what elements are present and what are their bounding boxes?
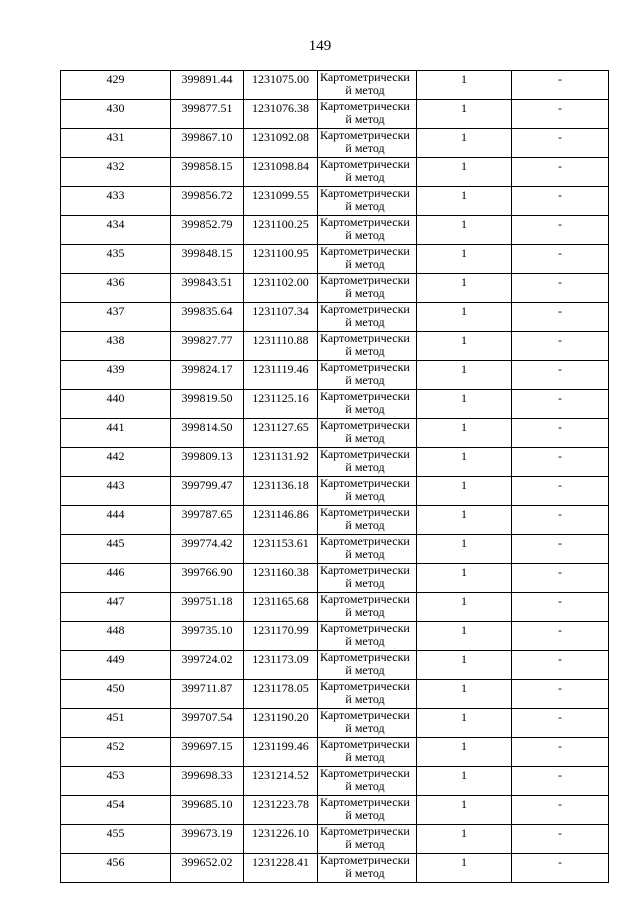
method-cell xyxy=(318,71,417,100)
x-coordinate-cell: 399766.90 xyxy=(171,564,244,593)
method-cell xyxy=(318,535,417,564)
y-coordinate-cell: 1231178.05 xyxy=(244,680,318,709)
table-row xyxy=(61,680,609,709)
value-cell: 1 xyxy=(417,158,512,187)
method-cell xyxy=(318,796,417,825)
method-line-1: Картометрически xyxy=(320,766,410,780)
value-cell: 1 xyxy=(417,593,512,622)
coordinates-table xyxy=(60,70,609,883)
value-cell: 1 xyxy=(417,274,512,303)
x-coordinate-cell: 399711.87 xyxy=(171,680,244,709)
method-line-1: Картометрически xyxy=(320,215,410,229)
x-coordinate-cell: 399856.72 xyxy=(171,187,244,216)
x-coordinate-cell: 399799.47 xyxy=(171,477,244,506)
method-cell xyxy=(318,303,417,332)
x-coordinate-cell: 399843.51 xyxy=(171,274,244,303)
dash-cell: - xyxy=(512,274,609,303)
x-coordinate-cell: 399809.13 xyxy=(171,448,244,477)
method-line-2: й метод xyxy=(345,460,385,474)
x-coordinate-cell: 399891.44 xyxy=(171,71,244,100)
method-line-2: й метод xyxy=(345,286,385,300)
dash-cell: - xyxy=(512,303,609,332)
point-number-cell: 431 xyxy=(61,129,171,158)
value-cell: 1 xyxy=(417,854,512,883)
point-number-cell: 448 xyxy=(61,622,171,651)
method-line-1: Картометрически xyxy=(320,795,410,809)
x-coordinate-cell: 399852.79 xyxy=(171,216,244,245)
point-number-cell: 453 xyxy=(61,767,171,796)
y-coordinate-cell: 1231170.99 xyxy=(244,622,318,651)
method-line-1: Картометрически xyxy=(320,331,410,345)
x-coordinate-cell: 399724.02 xyxy=(171,651,244,680)
method-cell xyxy=(318,129,417,158)
value-cell: 1 xyxy=(417,564,512,593)
dash-cell: - xyxy=(512,622,609,651)
dash-cell: - xyxy=(512,216,609,245)
point-number-cell: 449 xyxy=(61,651,171,680)
x-coordinate-cell: 399819.50 xyxy=(171,390,244,419)
method-line-1: Картометрически xyxy=(320,447,410,461)
y-coordinate-cell: 1231127.65 xyxy=(244,419,318,448)
method-cell xyxy=(318,361,417,390)
dash-cell: - xyxy=(512,651,609,680)
table-row xyxy=(61,709,609,738)
x-coordinate-cell: 399774.42 xyxy=(171,535,244,564)
table-row xyxy=(61,506,609,535)
y-coordinate-cell: 1231107.34 xyxy=(244,303,318,332)
value-cell: 1 xyxy=(417,448,512,477)
value-cell: 1 xyxy=(417,709,512,738)
method-line-1: Картометрически xyxy=(320,157,410,171)
method-cell xyxy=(318,100,417,129)
method-line-2: й метод xyxy=(345,808,385,822)
method-cell xyxy=(318,274,417,303)
y-coordinate-cell: 1231165.68 xyxy=(244,593,318,622)
method-line-1: Картометрически xyxy=(320,476,410,490)
table-row xyxy=(61,651,609,680)
value-cell: 1 xyxy=(417,477,512,506)
method-line-1: Картометрически xyxy=(320,737,410,751)
table-row xyxy=(61,274,609,303)
x-coordinate-cell: 399787.65 xyxy=(171,506,244,535)
y-coordinate-cell: 1231125.16 xyxy=(244,390,318,419)
method-line-2: й метод xyxy=(345,199,385,213)
x-coordinate-cell: 399848.15 xyxy=(171,245,244,274)
method-line-2: й метод xyxy=(345,141,385,155)
method-line-1: Картометрически xyxy=(320,273,410,287)
x-coordinate-cell: 399858.15 xyxy=(171,158,244,187)
y-coordinate-cell: 1231199.46 xyxy=(244,738,318,767)
point-number-cell: 439 xyxy=(61,361,171,390)
method-cell xyxy=(318,332,417,361)
y-coordinate-cell: 1231173.09 xyxy=(244,651,318,680)
y-coordinate-cell: 1231110.88 xyxy=(244,332,318,361)
method-line-1: Картометрически xyxy=(320,244,410,258)
y-coordinate-cell: 1231214.52 xyxy=(244,767,318,796)
method-line-1: Картометрически xyxy=(320,592,410,606)
value-cell: 1 xyxy=(417,680,512,709)
method-line-1: Картометрически xyxy=(320,824,410,838)
table-row xyxy=(61,825,609,854)
method-line-2: й метод xyxy=(345,431,385,445)
method-line-1: Картометрически xyxy=(320,853,410,867)
method-line-1: Картометрически xyxy=(320,534,410,548)
value-cell: 1 xyxy=(417,71,512,100)
point-number-cell: 440 xyxy=(61,390,171,419)
method-line-1: Картометрически xyxy=(320,99,410,113)
x-coordinate-cell: 399867.10 xyxy=(171,129,244,158)
value-cell: 1 xyxy=(417,216,512,245)
table-row xyxy=(61,738,609,767)
dash-cell: - xyxy=(512,419,609,448)
x-coordinate-cell: 399697.15 xyxy=(171,738,244,767)
method-line-1: Картометрически xyxy=(320,186,410,200)
dash-cell: - xyxy=(512,796,609,825)
dash-cell: - xyxy=(512,680,609,709)
point-number-cell: 444 xyxy=(61,506,171,535)
y-coordinate-cell: 1231136.18 xyxy=(244,477,318,506)
dash-cell: - xyxy=(512,332,609,361)
dash-cell: - xyxy=(512,158,609,187)
value-cell: 1 xyxy=(417,332,512,361)
method-cell xyxy=(318,506,417,535)
method-line-1: Картометрически xyxy=(320,679,410,693)
y-coordinate-cell: 1231226.10 xyxy=(244,825,318,854)
point-number-cell: 445 xyxy=(61,535,171,564)
dash-cell: - xyxy=(512,506,609,535)
value-cell: 1 xyxy=(417,361,512,390)
x-coordinate-cell: 399824.17 xyxy=(171,361,244,390)
x-coordinate-cell: 399751.18 xyxy=(171,593,244,622)
method-line-2: й метод xyxy=(345,692,385,706)
value-cell: 1 xyxy=(417,129,512,158)
dash-cell: - xyxy=(512,129,609,158)
point-number-cell: 429 xyxy=(61,71,171,100)
value-cell: 1 xyxy=(417,245,512,274)
dash-cell: - xyxy=(512,738,609,767)
y-coordinate-cell: 1231076.38 xyxy=(244,100,318,129)
table-row xyxy=(61,477,609,506)
method-line-1: Картометрически xyxy=(320,563,410,577)
value-cell: 1 xyxy=(417,303,512,332)
method-line-2: й метод xyxy=(345,663,385,677)
x-coordinate-cell: 399814.50 xyxy=(171,419,244,448)
method-line-2: й метод xyxy=(345,489,385,503)
point-number-cell: 435 xyxy=(61,245,171,274)
table-row xyxy=(61,767,609,796)
value-cell: 1 xyxy=(417,506,512,535)
value-cell: 1 xyxy=(417,100,512,129)
value-cell: 1 xyxy=(417,419,512,448)
table-row xyxy=(61,535,609,564)
point-number-cell: 434 xyxy=(61,216,171,245)
table-row xyxy=(61,361,609,390)
table-row xyxy=(61,564,609,593)
y-coordinate-cell: 1231100.25 xyxy=(244,216,318,245)
dash-cell: - xyxy=(512,825,609,854)
point-number-cell: 447 xyxy=(61,593,171,622)
x-coordinate-cell: 399673.19 xyxy=(171,825,244,854)
x-coordinate-cell: 399877.51 xyxy=(171,100,244,129)
method-line-2: й метод xyxy=(345,547,385,561)
method-line-2: й метод xyxy=(345,750,385,764)
table-row xyxy=(61,216,609,245)
table-row xyxy=(61,100,609,129)
method-line-1: Картометрически xyxy=(320,128,410,142)
method-line-2: й метод xyxy=(345,837,385,851)
method-cell xyxy=(318,593,417,622)
method-line-1: Картометрически xyxy=(320,621,410,635)
table-row xyxy=(61,129,609,158)
dash-cell: - xyxy=(512,564,609,593)
y-coordinate-cell: 1231099.55 xyxy=(244,187,318,216)
method-cell xyxy=(318,767,417,796)
method-cell xyxy=(318,825,417,854)
dash-cell: - xyxy=(512,709,609,738)
y-coordinate-cell: 1231119.46 xyxy=(244,361,318,390)
coordinates-table-body xyxy=(61,71,609,883)
point-number-cell: 432 xyxy=(61,158,171,187)
point-number-cell: 452 xyxy=(61,738,171,767)
method-line-2: й метод xyxy=(345,112,385,126)
value-cell: 1 xyxy=(417,825,512,854)
table-row xyxy=(61,854,609,883)
method-line-2: й метод xyxy=(345,228,385,242)
method-line-2: й метод xyxy=(345,605,385,619)
point-number-cell: 438 xyxy=(61,332,171,361)
method-line-2: й метод xyxy=(345,402,385,416)
table-row xyxy=(61,448,609,477)
dash-cell: - xyxy=(512,100,609,129)
y-coordinate-cell: 1231092.08 xyxy=(244,129,318,158)
method-cell xyxy=(318,651,417,680)
y-coordinate-cell: 1231075.00 xyxy=(244,71,318,100)
method-line-1: Картометрически xyxy=(320,302,410,316)
dash-cell: - xyxy=(512,245,609,274)
method-line-2: й метод xyxy=(345,257,385,271)
dash-cell: - xyxy=(512,71,609,100)
method-cell xyxy=(318,854,417,883)
table-row xyxy=(61,390,609,419)
point-number-cell: 443 xyxy=(61,477,171,506)
method-line-2: й метод xyxy=(345,576,385,590)
method-line-1: Картометрически xyxy=(320,708,410,722)
method-line-2: й метод xyxy=(345,721,385,735)
method-line-2: й метод xyxy=(345,373,385,387)
dash-cell: - xyxy=(512,477,609,506)
x-coordinate-cell: 399652.02 xyxy=(171,854,244,883)
method-line-2: й метод xyxy=(345,634,385,648)
method-line-1: Картометрически xyxy=(320,70,410,84)
value-cell: 1 xyxy=(417,622,512,651)
point-number-cell: 436 xyxy=(61,274,171,303)
dash-cell: - xyxy=(512,187,609,216)
table-row xyxy=(61,71,609,100)
method-line-2: й метод xyxy=(345,344,385,358)
value-cell: 1 xyxy=(417,651,512,680)
method-line-1: Картометрически xyxy=(320,505,410,519)
y-coordinate-cell: 1231131.92 xyxy=(244,448,318,477)
method-cell xyxy=(318,448,417,477)
method-cell xyxy=(318,390,417,419)
table-row xyxy=(61,419,609,448)
y-coordinate-cell: 1231102.00 xyxy=(244,274,318,303)
point-number-cell: 430 xyxy=(61,100,171,129)
y-coordinate-cell: 1231228.41 xyxy=(244,854,318,883)
y-coordinate-cell: 1231146.86 xyxy=(244,506,318,535)
method-cell xyxy=(318,564,417,593)
dash-cell: - xyxy=(512,448,609,477)
table-row xyxy=(61,593,609,622)
method-line-2: й метод xyxy=(345,83,385,97)
value-cell: 1 xyxy=(417,796,512,825)
dash-cell: - xyxy=(512,593,609,622)
y-coordinate-cell: 1231153.61 xyxy=(244,535,318,564)
page-number: 149 xyxy=(308,38,332,54)
method-cell xyxy=(318,680,417,709)
point-number-cell: 455 xyxy=(61,825,171,854)
method-line-2: й метод xyxy=(345,170,385,184)
point-number-cell: 442 xyxy=(61,448,171,477)
y-coordinate-cell: 1231160.38 xyxy=(244,564,318,593)
y-coordinate-cell: 1231190.20 xyxy=(244,709,318,738)
table-row xyxy=(61,332,609,361)
method-cell xyxy=(318,622,417,651)
y-coordinate-cell: 1231223.78 xyxy=(244,796,318,825)
point-number-cell: 450 xyxy=(61,680,171,709)
method-cell xyxy=(318,709,417,738)
method-cell xyxy=(318,477,417,506)
point-number-cell: 441 xyxy=(61,419,171,448)
y-coordinate-cell: 1231098.84 xyxy=(244,158,318,187)
method-line-2: й метод xyxy=(345,315,385,329)
y-coordinate-cell: 1231100.95 xyxy=(244,245,318,274)
method-cell xyxy=(318,187,417,216)
value-cell: 1 xyxy=(417,767,512,796)
point-number-cell: 446 xyxy=(61,564,171,593)
point-number-cell: 451 xyxy=(61,709,171,738)
method-line-1: Картометрически xyxy=(320,650,410,664)
method-cell xyxy=(318,158,417,187)
method-line-1: Картометрически xyxy=(320,389,410,403)
dash-cell: - xyxy=(512,767,609,796)
x-coordinate-cell: 399685.10 xyxy=(171,796,244,825)
method-line-2: й метод xyxy=(345,779,385,793)
x-coordinate-cell: 399707.54 xyxy=(171,709,244,738)
method-cell xyxy=(318,216,417,245)
method-line-1: Картометрически xyxy=(320,360,410,374)
table-row xyxy=(61,303,609,332)
dash-cell: - xyxy=(512,535,609,564)
dash-cell: - xyxy=(512,361,609,390)
table-row xyxy=(61,187,609,216)
method-cell xyxy=(318,738,417,767)
x-coordinate-cell: 399835.64 xyxy=(171,303,244,332)
method-line-1: Картометрически xyxy=(320,418,410,432)
method-line-2: й метод xyxy=(345,518,385,532)
x-coordinate-cell: 399735.10 xyxy=(171,622,244,651)
value-cell: 1 xyxy=(417,535,512,564)
dash-cell: - xyxy=(512,390,609,419)
value-cell: 1 xyxy=(417,738,512,767)
point-number-cell: 437 xyxy=(61,303,171,332)
value-cell: 1 xyxy=(417,390,512,419)
method-cell xyxy=(318,245,417,274)
x-coordinate-cell: 399827.77 xyxy=(171,332,244,361)
table-row xyxy=(61,245,609,274)
table-row xyxy=(61,158,609,187)
point-number-cell: 433 xyxy=(61,187,171,216)
value-cell: 1 xyxy=(417,187,512,216)
table-row xyxy=(61,622,609,651)
x-coordinate-cell: 399698.33 xyxy=(171,767,244,796)
dash-cell: - xyxy=(512,854,609,883)
method-line-2: й метод xyxy=(345,866,385,880)
point-number-cell: 456 xyxy=(61,854,171,883)
point-number-cell: 454 xyxy=(61,796,171,825)
table-row xyxy=(61,796,609,825)
method-cell xyxy=(318,419,417,448)
